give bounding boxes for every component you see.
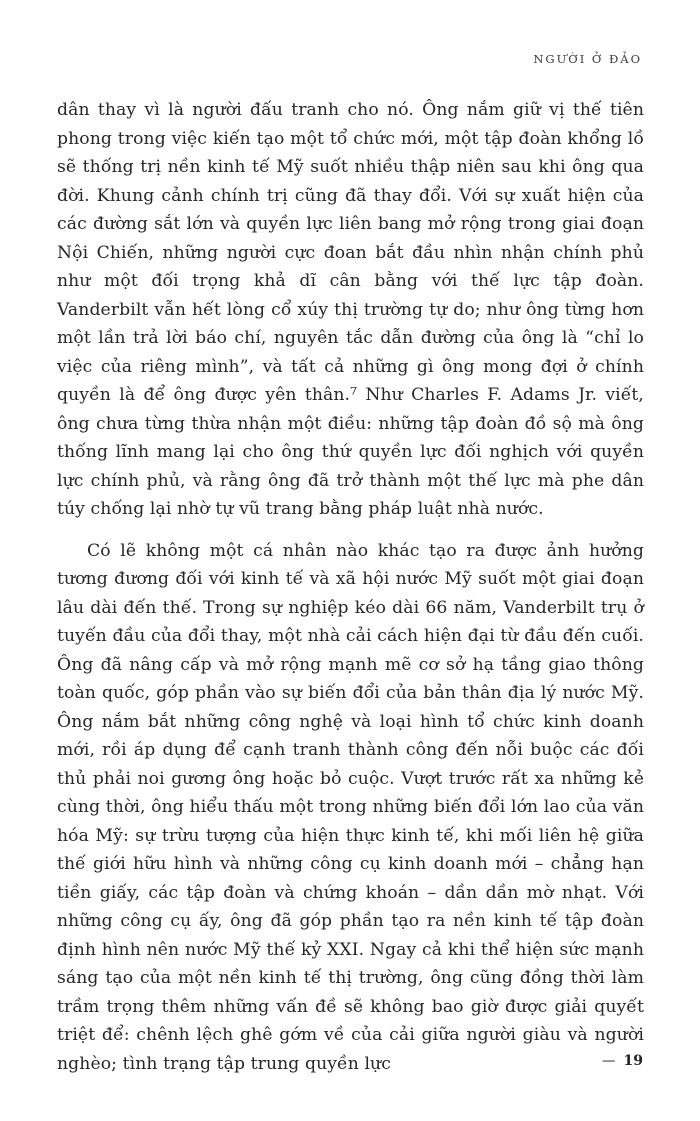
paragraph-continuation: dân thay vì là người đấu tranh cho nó. Ông nắm giữ vị thế tiên phong trong việc kiến tạo một tổ chức mới, một tập đoàn khổng lồ sẽ thống trị nền kinh tế Mỹ suốt nhiều thập niên sau khi ông qua đời. Khung cảnh chính trị cũng đã thay đổi. Với sự xuất hiện của các đường sắt lớn và quyền lực liên bang mở rộng trong giai đoạn Nội Chiến, những người cực đoan bắt đầu nhìn nhận chính phủ như một đối trọng khả dĩ cân bằng với thế lực tập đoàn. Vanderbilt vẫn hết lòng cổ xúy thị trường tự do; như ông từng hơn một lần trả lời báo chí, nguyên tắc dẫn đường của ông là “chỉ lo việc của riêng mình”, và tất cả những gì ông mong đợi ở chính quyền là để ông được yên thân.⁷ Như Charles F. Adams Jr. viết, ông chưa từng thừa nhận một điều: những tập đoàn đồ sộ mà ông thống lĩnh mang lại cho ông thứ quyền lực đối nghịch với quyền lực chính phủ, và rằng ông đã trở thành một thế lực mà phe dân túy chống lại nhờ tự vũ trang bằng pháp luật nhà nước.	[57, 100, 644, 519]
footer-dash: —	[602, 1053, 616, 1069]
running-header: NGƯỜI Ở ĐẢO	[533, 52, 642, 66]
page-number: 19	[623, 1053, 643, 1069]
body-text	[57, 96, 644, 1078]
paragraph: Có lẽ không một cá nhân nào khác tạo ra được ảnh hưởng tương đương đối với kinh tế và xã hội nước Mỹ suốt một giai đoạn lâu dài đến thế. Trong sự nghiệp kéo dài 66 năm, Vanderbilt trụ ở tuyến đầu của đổi thay, một nhà cải cách hiện đại từ đầu đến cuối. Ông đã nâng cấp và mở rộng mạnh mẽ cơ sở hạ tầng giao thông toàn quốc, góp phần vào sự biến đổi của bản thân địa lý nước Mỹ. Ông nắm bắt những công nghệ và loại hình tổ chức kinh doanh mới, rồi áp dụng để cạnh tranh thành công đến nỗi buộc các đối thủ phải noi gương ông hoặc bỏ cuộc. Vượt trước rất xa những kẻ cùng thời, ông hiểu thấu một trong những biến đổi lớn lao của văn hóa Mỹ: sự trừu tượng của hiện thực kinh tế, khi mối liên hệ giữa thế giới hữu hình và những công cụ kinh doanh mới – chẳng hạn tiền giấy, các tập đoàn và chứng khoán – dần dần mờ nhạt. Với những công cụ ấy, ông đã góp phần tạo ra nền kinh tế tập đoàn định hình nên nước Mỹ thế kỷ XXI. Ngay cả khi thể hiện sức mạnh sáng tạo của một nền kinh tế thị trường, ông cũng đồng thời làm trầm trọng thêm những vấn đề sẽ không bao giờ được giải quyết triệt để: chênh lệch ghê gớm về của cải giữa người giàu và người nghèo; tình trạng tập trung quyền lực	[57, 540, 644, 1074]
page-footer	[602, 1053, 643, 1069]
